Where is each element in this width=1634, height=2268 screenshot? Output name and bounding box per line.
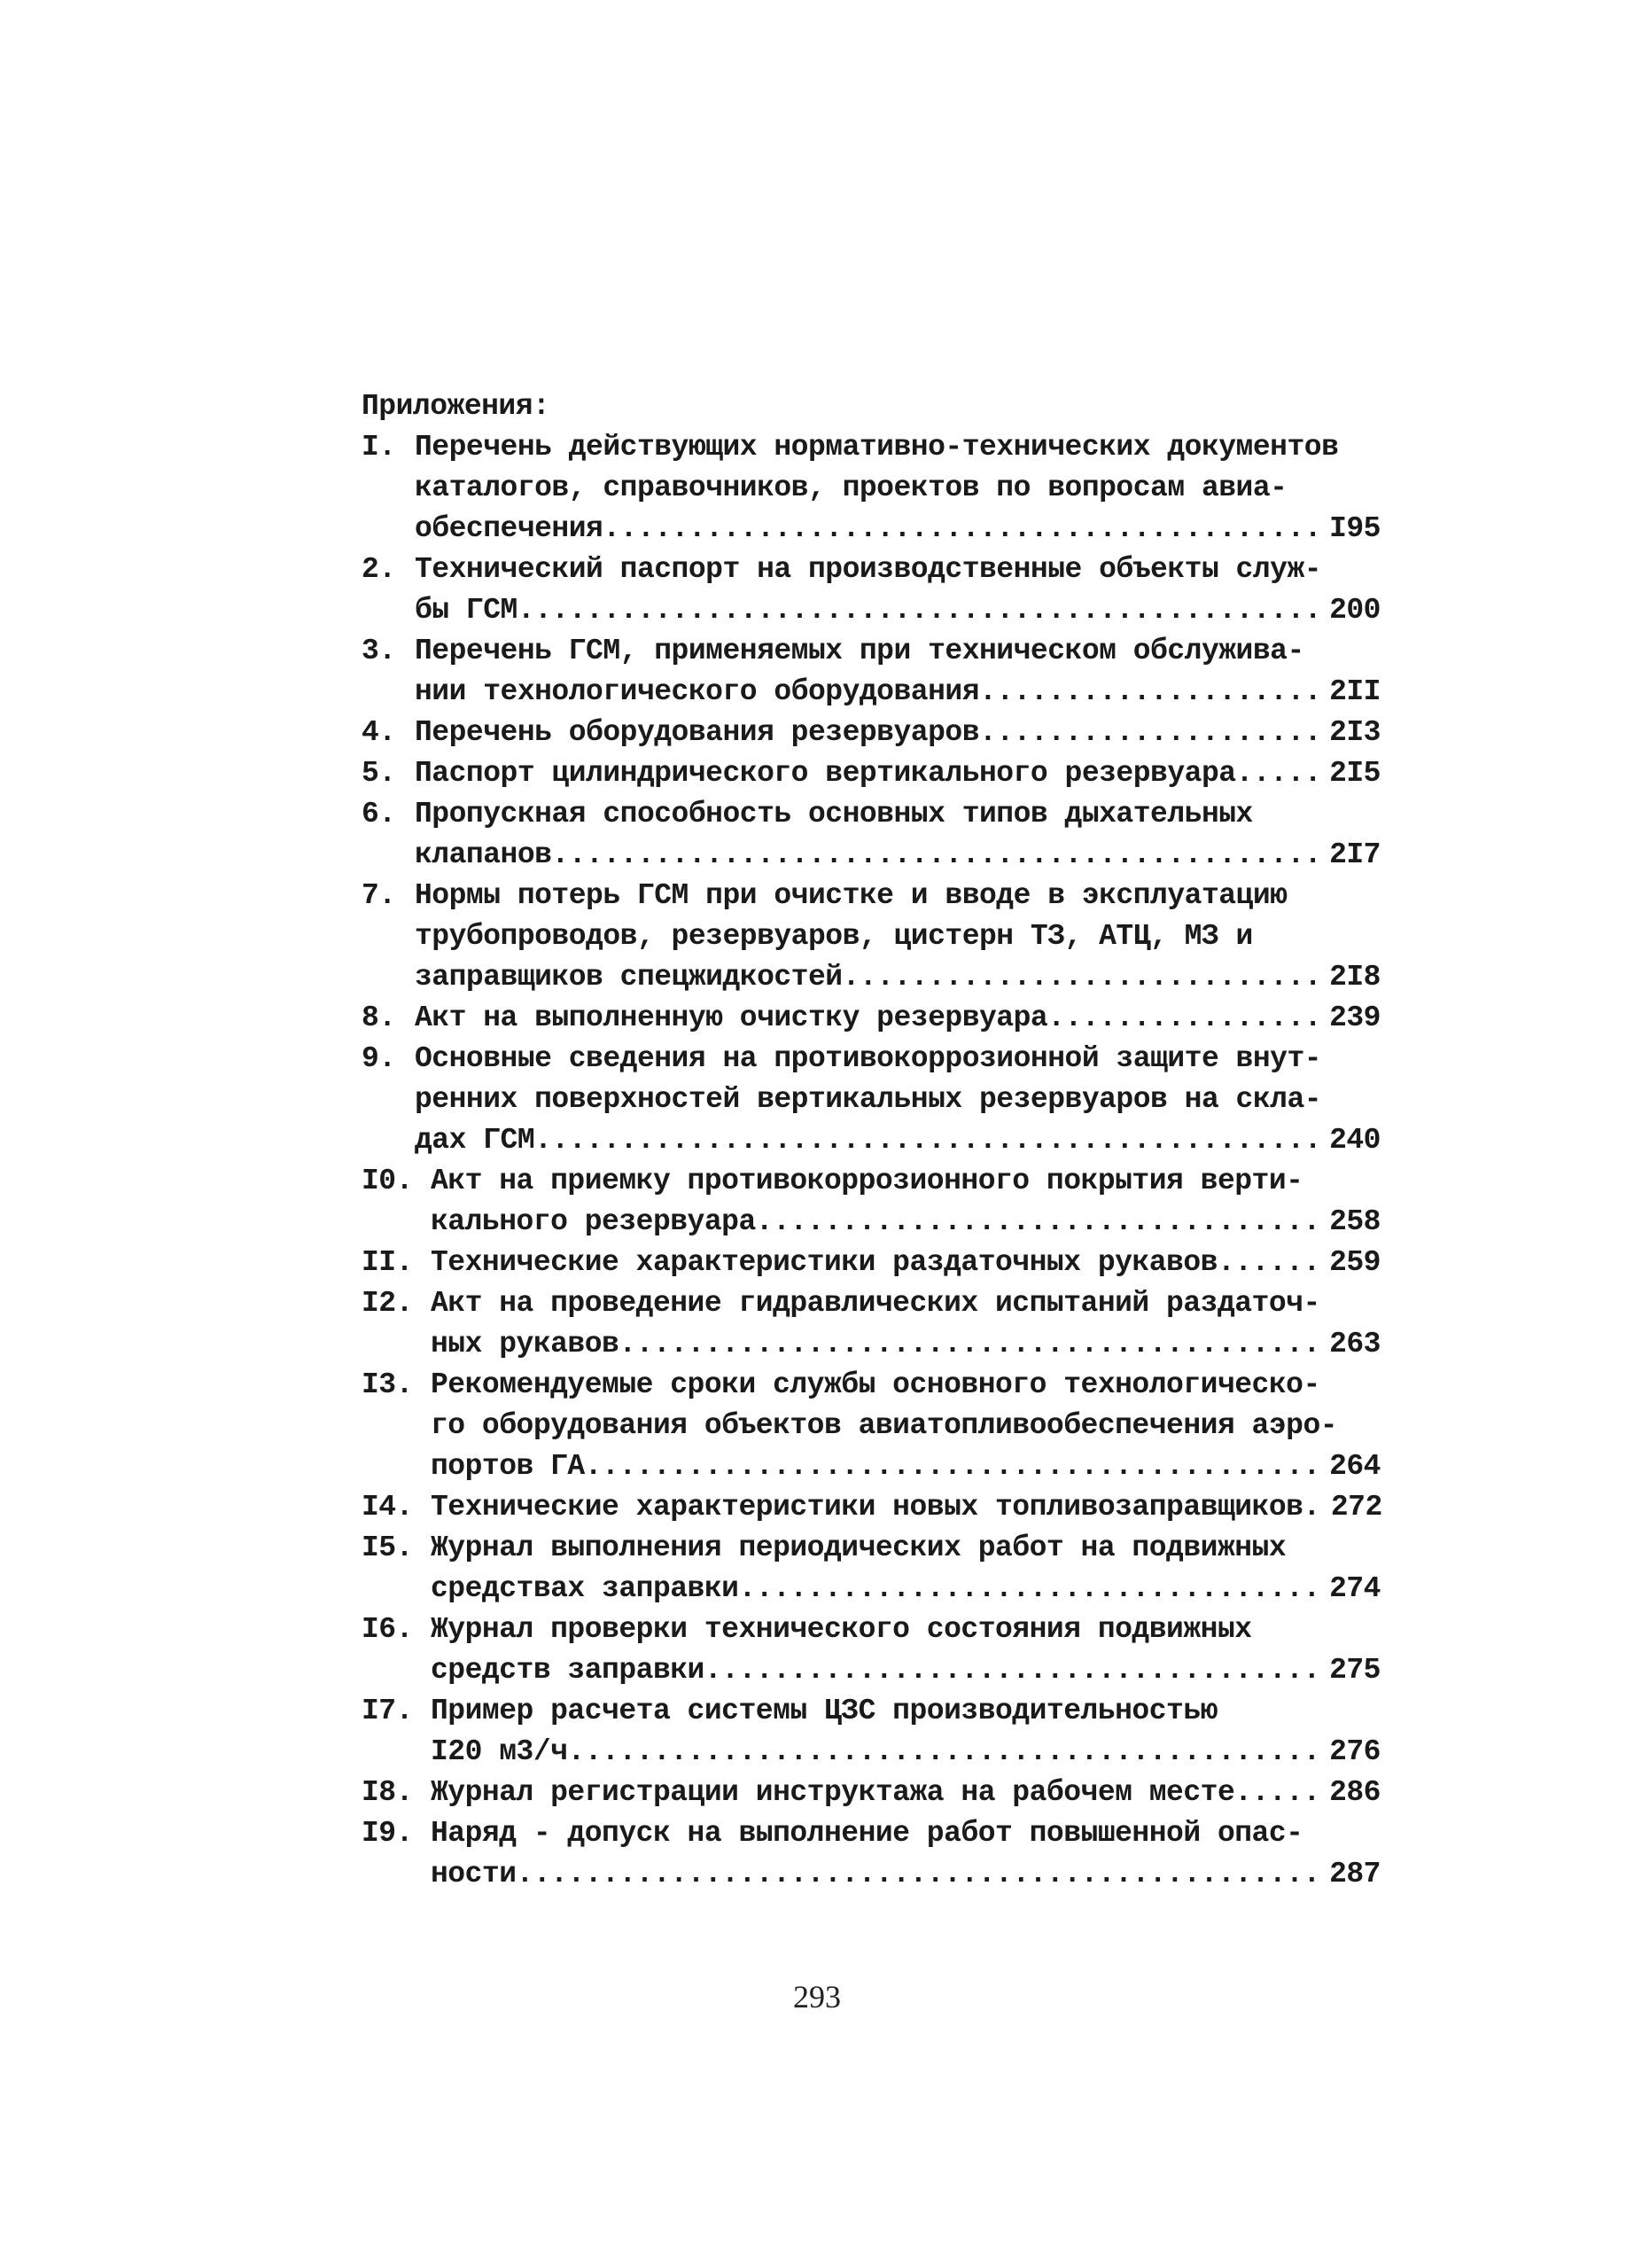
entry-number: 3.: [362, 635, 396, 667]
dot-leader: [738, 1569, 1319, 1609]
entry-number: I2.: [362, 1287, 413, 1320]
entry-number: 7.: [362, 879, 396, 912]
entry-number: 6.: [362, 798, 396, 830]
entry-title-line-with-leader: [431, 1446, 1381, 1487]
dot-leader: [1234, 1773, 1319, 1813]
entry-body: [431, 1813, 1381, 1895]
appendix-entries: [362, 427, 1381, 1895]
appendix-entry: [362, 549, 1381, 631]
entry-title-line: средств заправки: [431, 1654, 704, 1687]
appendix-entry: [362, 753, 1381, 794]
entry-page-number: 2II: [1329, 675, 1381, 708]
entry-number: I3.: [362, 1368, 413, 1401]
entry-body: [431, 1487, 1381, 1528]
entry-page-number: 264: [1329, 1450, 1381, 1483]
entry-title-line-with-leader: [431, 1854, 1381, 1895]
page-number: 293: [793, 1979, 841, 2015]
entry-title-line: Акт на выполненную очистку резервуара: [415, 1002, 1048, 1034]
appendix-entry: [362, 713, 1381, 753]
appendix-entry: [362, 631, 1381, 713]
entry-title-line: Перечень действующих нормативно-технических документов: [415, 431, 1339, 464]
entry-title-line: ренних поверхностей вертикальных резервуаров на скла-: [415, 1083, 1322, 1116]
entry-number: I0.: [362, 1165, 413, 1197]
appendix-entry: [362, 1365, 1381, 1487]
entry-page-number: 2I7: [1329, 838, 1381, 871]
entry-page-number: I95: [1329, 512, 1381, 545]
appendix-entry: [362, 427, 1381, 549]
entry-title-line-with-leader: [431, 1243, 1381, 1283]
entry-number: 4.: [362, 716, 396, 749]
entry-page-number: 272: [1330, 1491, 1382, 1524]
entry-title-line: Пример расчета системы ЦЗС производительностью: [431, 1695, 1218, 1727]
appendix-entry: [362, 1773, 1381, 1813]
entry-number: 2.: [362, 553, 396, 586]
appendix-list: [362, 386, 1381, 1895]
entry-page-number: 276: [1329, 1735, 1381, 1768]
entry-body: [415, 713, 1381, 753]
dot-leader: [1047, 998, 1319, 1039]
entry-title-line: средствах заправки: [431, 1572, 739, 1605]
dot-leader: [517, 1854, 1319, 1895]
appendix-entry: [362, 1528, 1381, 1609]
entry-page-number: 263: [1329, 1328, 1381, 1360]
entry-title-line-with-leader: [415, 835, 1381, 876]
entry-body: [415, 876, 1381, 998]
entry-title-line: Наряд - допуск на выполнение работ повышенной опас-: [431, 1817, 1303, 1850]
entry-title-line-with-leader: [415, 509, 1381, 549]
entry-title-line: кального резервуара: [431, 1205, 756, 1238]
entry-title-line-with-leader: [415, 713, 1381, 753]
dot-leader: [756, 1202, 1319, 1243]
appendix-entry: [362, 1813, 1381, 1895]
entry-title-line: Акт на приемку противокоррозионного покрытия верти-: [431, 1165, 1303, 1197]
dot-leader: [551, 835, 1319, 876]
entry-title-line: Журнал проверки технического состояния подвижных: [431, 1613, 1252, 1646]
dot-leader: [585, 1446, 1319, 1487]
entry-body: [415, 998, 1381, 1039]
entry-title-line-with-leader: [431, 1569, 1381, 1609]
entry-body: [415, 549, 1381, 631]
dot-leader: [979, 672, 1319, 713]
dot-leader: [1236, 753, 1319, 794]
entry-number: 9.: [362, 1042, 396, 1075]
entry-title-line: Пропускная способность основных типов дыхательных: [415, 798, 1253, 830]
entry-title-line-with-leader: [415, 672, 1381, 713]
entry-title-line: дах ГСМ: [415, 1124, 535, 1157]
entry-page-number: 275: [1329, 1654, 1381, 1687]
entry-body: [431, 1528, 1381, 1609]
entry-title-line-with-leader: [415, 957, 1381, 998]
entry-number: II.: [362, 1246, 413, 1279]
entry-page-number: 286: [1329, 1776, 1381, 1809]
entry-title-line: I20 м3/ч: [431, 1735, 568, 1768]
entry-body: [415, 794, 1381, 876]
entry-title-line: ных рукавов: [431, 1328, 619, 1360]
entry-body: [431, 1283, 1381, 1365]
entry-title-line-with-leader: [415, 998, 1381, 1039]
appendix-entry: [362, 998, 1381, 1039]
entry-title-line: Основные сведения на противокоррозионной защите внут-: [415, 1042, 1322, 1075]
entry-number: I5.: [362, 1531, 413, 1564]
appendix-entry: [362, 1243, 1381, 1283]
appendix-entry: [362, 876, 1381, 998]
entry-title-line: Рекомендуемые сроки службы основного технологическо-: [431, 1368, 1320, 1401]
entry-page-number: 287: [1329, 1858, 1381, 1890]
entry-title-line: Журнал выполнения периодических работ на подвижных: [431, 1531, 1287, 1564]
entry-page-number: 2I3: [1329, 716, 1381, 749]
entry-number: I7.: [362, 1695, 413, 1727]
entry-page-number: 258: [1329, 1205, 1381, 1238]
entry-title-line: каталогов, справочников, проектов по вопросам авиа-: [415, 472, 1288, 504]
dot-leader: [979, 713, 1319, 753]
dot-leader: [704, 1650, 1319, 1691]
entry-title-line: трубопроводов, резервуаров, цистерн ТЗ, АТЦ, МЗ и: [415, 920, 1253, 953]
entry-body: [431, 1243, 1381, 1283]
entry-title-line: клапанов: [415, 838, 552, 871]
entry-title-line: нии технологического оборудования: [415, 675, 980, 708]
entry-body: [415, 427, 1381, 549]
entry-page-number: 259: [1329, 1246, 1381, 1279]
entry-title-line-with-leader: [415, 590, 1381, 631]
entry-title-line-with-leader: [415, 753, 1381, 794]
appendix-entry: [362, 1609, 1381, 1691]
appendix-heading: Приложения:: [362, 390, 550, 423]
entry-title-line-with-leader: [431, 1732, 1381, 1773]
entry-title-line: Акт на проведение гидравлических испытаний раздаточ-: [431, 1287, 1320, 1320]
entry-number: I.: [362, 431, 396, 464]
appendix-entry: [362, 794, 1381, 876]
entry-title-line: Технический паспорт на производственные объекты служ-: [415, 553, 1322, 586]
entry-title-line: Перечень ГСМ, применяемых при техническом обслужива-: [415, 635, 1304, 667]
entry-page-number: 2I8: [1329, 961, 1381, 994]
appendix-entry: [362, 1691, 1381, 1773]
entry-title-line: заправщиков спецжидкостей: [415, 961, 843, 994]
entry-page-number: 2I5: [1329, 757, 1381, 790]
entry-title-line: Паспорт цилиндрического вертикального резервуара: [415, 757, 1236, 790]
entry-title-line-with-leader: [431, 1324, 1381, 1365]
entry-title-line: ности: [431, 1858, 517, 1890]
entry-title-line: Перечень оборудования резервуаров: [415, 716, 980, 749]
entry-body: [415, 631, 1381, 713]
entry-number: I6.: [362, 1613, 413, 1646]
entry-body: [415, 1039, 1381, 1161]
entry-number: I8.: [362, 1776, 413, 1809]
entry-body: [431, 1161, 1381, 1243]
dot-leader: [619, 1324, 1319, 1365]
entry-title-line-with-leader: [431, 1202, 1381, 1243]
entry-body: [431, 1691, 1381, 1773]
entry-title-line-with-leader: [431, 1487, 1381, 1528]
entry-number: 8.: [362, 1002, 396, 1034]
entry-title-line-with-leader: [415, 1120, 1381, 1161]
entry-page-number: 200: [1329, 594, 1381, 627]
entry-number: 5.: [362, 757, 396, 790]
entry-body: [431, 1609, 1381, 1691]
appendix-entry: [362, 1283, 1381, 1365]
entry-title-line: портов ГА: [431, 1450, 585, 1483]
entry-title-line-with-leader: [431, 1773, 1381, 1813]
dot-leader: [603, 509, 1319, 549]
entry-title-line: Технические характеристики раздаточных рукавов: [431, 1246, 1218, 1279]
entry-body: [431, 1773, 1381, 1813]
dot-leader: [1218, 1243, 1319, 1283]
entry-body: [415, 753, 1381, 794]
dot-leader: [567, 1732, 1319, 1773]
entry-title-line: Журнал регистрации инструктажа на рабочем месте: [431, 1776, 1235, 1809]
appendix-entry: [362, 1039, 1381, 1161]
entry-title-line: Нормы потерь ГСМ при очистке и вводе в эксплуатацию: [415, 879, 1288, 912]
dot-leader: [517, 590, 1319, 631]
entry-body: [431, 1365, 1381, 1487]
entry-page-number: 240: [1329, 1124, 1381, 1157]
entry-title-line: обеспечения: [415, 512, 603, 545]
entry-number: I4.: [362, 1491, 413, 1524]
entry-page-number: 274: [1329, 1572, 1381, 1605]
entry-title-line: Технические характеристики новых топливозаправщиков.: [431, 1491, 1320, 1524]
dot-leader: [534, 1120, 1319, 1161]
entry-title-line-with-leader: [431, 1650, 1381, 1691]
entry-title-line: го оборудования объектов авиатопливообеспечения аэро-: [431, 1409, 1338, 1442]
entry-page-number: 239: [1329, 1002, 1381, 1034]
dot-leader: [843, 957, 1319, 998]
entry-title-line: бы ГСМ: [415, 594, 517, 627]
appendix-entry: [362, 1161, 1381, 1243]
appendix-entry: [362, 1487, 1381, 1528]
entry-number: I9.: [362, 1817, 413, 1850]
